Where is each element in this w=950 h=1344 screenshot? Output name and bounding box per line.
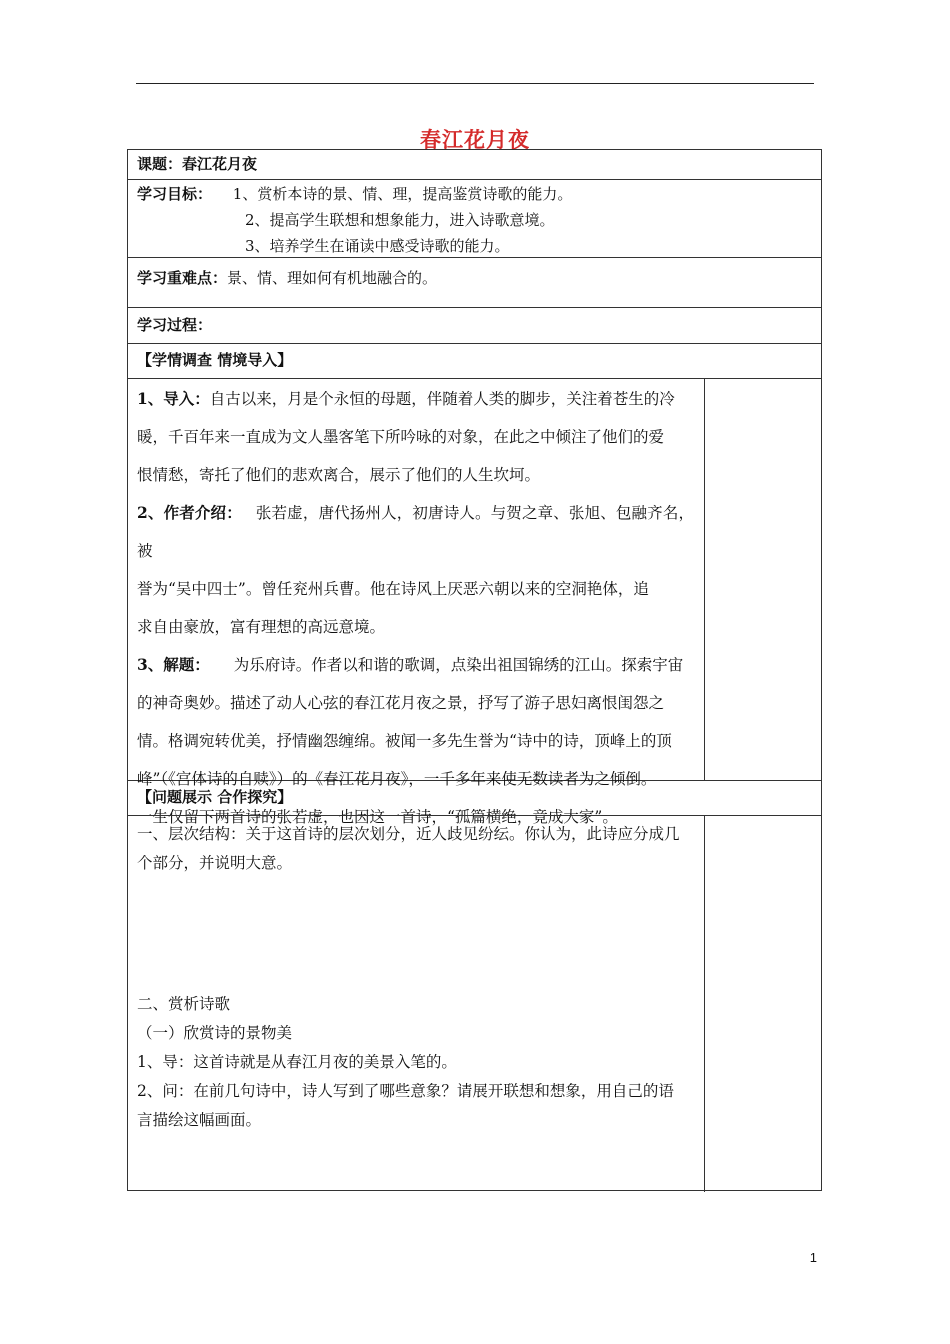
intro-line: 自古以来，月是个永恒的母题，伴随着人类的脚步，关注着苍生的冷 [209, 390, 675, 408]
section1-heading-row [128, 344, 821, 379]
explain-line: 的神奇奥妙。描述了动人心弦的春江花月夜之景，抒写了游子思妇离恨闺怨之 [137, 694, 665, 712]
author-label: 2、作者介绍： [137, 503, 242, 522]
question1 [137, 820, 694, 878]
explain-line: 为乐府诗。作者以和谐的歌调，点染出祖国锦绣的江山。探索宇宙 [233, 656, 684, 674]
author-line: 张若虚，唐代扬州人，初唐诗人。与贺之章、张旭、包融齐名，被 [137, 504, 694, 560]
lesson-row [128, 150, 821, 180]
explain-line: 情。格调宛转优美，抒情幽怨缠绵。被闻一多先生誉为“诗中的诗，顶峰上的顶 [137, 732, 672, 750]
intro-label: 1、导入： [137, 389, 210, 408]
process-row [128, 308, 821, 344]
lesson-value: 春江花月夜 [182, 155, 258, 173]
section1-text [137, 380, 694, 836]
section2-heading-row [128, 781, 821, 816]
question2 [137, 990, 694, 1135]
author-line: 誉为“吴中四士”。曾任兖州兵曹。他在诗风上厌恶六朝以来的空洞艳体，追 [137, 580, 649, 598]
goals-label: 学习目标： [137, 185, 213, 203]
document-title: 春江花月夜 [420, 127, 530, 152]
header-rule [136, 83, 814, 84]
question1-line: 一、层次结构：关于这首诗的层次划分，近人歧见纷纭。你认为，此诗应分成几 [137, 825, 680, 843]
intro-line: 恨情愁，寄托了他们的悲欢离合，展示了他们的人生坎坷。 [137, 466, 541, 484]
goal-item: 1、赏析本诗的景、情、理，提高鉴赏诗歌的能力。 [232, 185, 573, 203]
author-line: 求自由豪放，富有理想的高远意境。 [137, 618, 386, 636]
section2-content-row [128, 816, 821, 1192]
lesson-label: 课题： [137, 155, 183, 173]
explain-line: 一生仅留下两首诗的张若虚，也因这一首诗，“孤篇横绝，竟成大家”。 [137, 808, 618, 826]
question2-item: 1、导：这首诗就是从春江月夜的美景入笔的。 [137, 1053, 457, 1071]
goal-item: 2、提高学生联想和想象能力，进入诗歌意境。 [245, 211, 555, 229]
process-label: 学习过程： [137, 316, 213, 334]
lesson-plan-table [127, 149, 822, 1191]
page-number: 1 [809, 1250, 817, 1265]
question2-title: 二、赏析诗歌 [137, 995, 231, 1013]
key-points-row [128, 258, 821, 308]
key-points-value: 景、情、理如何有机地融合的。 [227, 269, 438, 287]
explain-label: 3、解题： [137, 655, 210, 674]
explain-line: 峰”（《宫体诗的自赎》）的《春江花月夜》，一千多年来使无数读者为之倾倒。 [137, 770, 657, 788]
question1-line: 个部分，并说明大意。 [137, 854, 293, 872]
key-points-label: 学习重难点： [137, 269, 228, 287]
notes-column [704, 816, 705, 1192]
goals-row [128, 180, 821, 258]
section2-heading: 【问题展示 合作探究】 [137, 788, 293, 806]
section1-heading: 【学情调查 情境导入】 [137, 351, 293, 369]
goal-item: 3、培养学生在诵读中感受诗歌的能力。 [245, 237, 510, 255]
question2-subtitle: （一）欣赏诗的景物美 [137, 1024, 293, 1042]
question2-item: 言描绘这幅画面。 [137, 1111, 262, 1129]
intro-line: 暖，千百年来一直成为文人墨客笔下所吟咏的对象，在此之中倾注了他们的爱 [137, 428, 665, 446]
question2-item: 2、问：在前几句诗中，诗人写到了哪些意象？请展开联想和想象，用自己的语 [137, 1082, 674, 1100]
notes-column [704, 379, 705, 780]
